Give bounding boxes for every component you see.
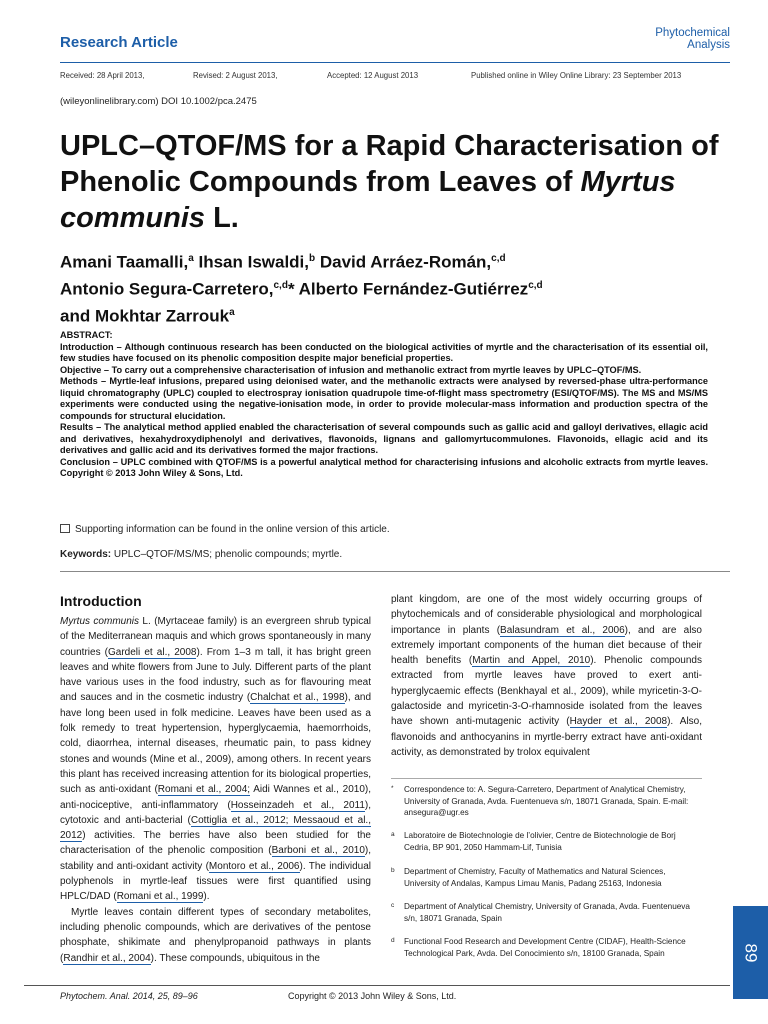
footnote-divider [391, 778, 702, 779]
citation-link[interactable]: Romani et al., 1999 [116, 891, 204, 903]
journal-name-line1: Phytochemical [655, 27, 730, 39]
text-run: Myrtle leaves contain different types of secondary metabolites, including phenolic compounds, which are derivatives of the pentose phosphate, shikimate and phenylpropanoid pathways in plants ( [60, 906, 371, 964]
text-run: ), cytotoxic and anti-bacterial ( [60, 799, 371, 826]
author-affiliation-mark: c,d [491, 253, 506, 264]
article-type-label: Research Article [60, 34, 178, 51]
footnote-mark: a [391, 831, 395, 838]
citation-link[interactable]: Randhir et al., 2004 [63, 952, 151, 964]
footer-divider [24, 985, 730, 986]
text-run: ), stability and anti-oxidant activity ( [60, 845, 371, 872]
introduction-heading: Introduction [60, 593, 142, 609]
text-run: ). The individual polyphenols in myrtle-leaf tissues were first quantified using HPLC/DAD ( [60, 860, 371, 903]
abstract [60, 330, 708, 480]
title-species: Myrtus communis [60, 166, 676, 234]
intro-paragraph-1 [60, 614, 371, 905]
monitor-icon [60, 524, 70, 533]
title-part2: L. [205, 202, 239, 234]
published-date: Published online in Wiley Online Library: 23 September 2013 [471, 71, 682, 80]
footnote-text: Correspondence to: A. Segura-Carretero, Department of Analytical Chemistry, University of Granada, Avda. Fuentenueva s/n, 18071 Granada, Spain. E-mail: ansegura@ugr.es [404, 785, 689, 817]
keywords-label: Keywords: [60, 549, 112, 560]
citation-link[interactable]: Chalchat et al., 1998 [250, 692, 345, 704]
author-affiliation-mark: a [229, 307, 235, 319]
footer-copyright: Copyright © 2013 John Wiley & Sons, Ltd. [288, 991, 457, 1001]
footnote-mark: c [391, 902, 395, 909]
footnote-text: Department of Analytical Chemistry, University of Granada, Avda. Fuentenueva s/n, 18071 Granada, Spain [404, 902, 690, 923]
author-name: Antonio Segura-Carretero, [60, 279, 274, 299]
keywords-line [60, 549, 342, 560]
title-part1: UPLC–QTOF/MS for a Rapid Characterisation of Phenolic Compounds from Leaves of [60, 130, 719, 198]
footer-journal-abbrev: Phytochem. Anal. 2014, 25, 89–96 [60, 991, 198, 1001]
footnote-text: Functional Food Research and Development Centre (CIDAF), Health-Science Technological Park, Avda. Del Conocimiento s/n, 18100 Granada, Spain [404, 937, 686, 958]
text-run: ). Phenolic compounds extracted from myrtle leaves have proved to exert anti-hyperglycaemic effects (Benkhayal et al., 2009), while myricetin-3-O-galactoside and myricetin-3-O-rhamnoside isolated from the leaves have shown anti-mutagenic activity ( [391, 655, 702, 728]
citation-link[interactable]: Gardeli et al., 2008 [108, 646, 197, 658]
footnote-affiliation-b [391, 866, 702, 889]
footer-citation [60, 991, 198, 1001]
author-name: Amani Taamalli, [60, 252, 189, 272]
accepted-date: Accepted: 12 August 2013 [327, 71, 419, 80]
citation-link[interactable]: Cottiglia et al., 2012; Messaoud et al., 2012 [60, 814, 371, 842]
citation-link[interactable]: Balasundram et al., 2006 [500, 624, 625, 636]
footnote-text: Department of Chemistry, Faculty of Mathematics and Natural Sciences, University of Andalas, Kampus Limau Manis, Padang 25163, Indonesia [404, 867, 666, 888]
author-list [60, 247, 720, 328]
footnote-correspondence [391, 784, 702, 819]
intro-paragraph-2 [60, 905, 371, 966]
author-name: * Alberto Fernández-Gutiérrez [287, 279, 529, 299]
right-column [391, 592, 702, 760]
abstract-conclusion: Conclusion – UPLC combined with QTOF/MS is a powerful analytical method for characterising infusions and alcoholic extracts from myrtle leaves. Copyright © 2013 John Wiley & Sons, Ltd. [60, 456, 708, 478]
journal-name-line2: Analysis [687, 39, 730, 51]
left-column [60, 614, 371, 966]
footnote-affiliation-d [391, 936, 702, 959]
received-date: Received: 28 April 2013, [60, 71, 145, 80]
keywords-divider [60, 571, 730, 572]
supporting-info-line[interactable] [60, 524, 390, 535]
citation-link[interactable]: Barboni et al., 2010 [271, 845, 365, 857]
abstract-objective: Objective – To carry out a comprehensive characterisation of infusion and methanolic extract from myrtle leaves by UPLC–QTOF/MS. [60, 364, 642, 375]
text-run: plant kingdom, are one of the most widely occurring groups of phytochemicals and of considerable physiological and morphological importance in plants ( [391, 594, 702, 636]
footnote-affiliation-a [391, 830, 702, 853]
text-run: Aidi Wannes et al., 2010), anti-nociceptive, anti-inflammatory ( [60, 784, 371, 811]
article-title [60, 128, 720, 236]
keywords-text: UPLC–QTOF/MS/MS; phenolic compounds; myrtle. [111, 549, 343, 560]
text-run: ). [203, 891, 210, 903]
text-run: ) activities. The berries have also been studied for the characterisation of the phenolic composition ( [60, 830, 371, 857]
italic-text: Myrtus communis [60, 616, 139, 627]
citation-link[interactable]: Martin and Appel, 2010 [472, 655, 591, 667]
author-name: Ihsan Iswaldi, [193, 252, 310, 272]
header-divider [60, 62, 730, 63]
intro-paragraph-continued [391, 592, 702, 760]
text-run: ). These compounds, ubiquitous in the [150, 952, 320, 964]
author-affiliation-mark: b [309, 253, 316, 264]
abstract-introduction: Introduction – Although continuous research has been conducted on the biological activities of myrtle and the characterisation of its essential oil, few studies have focused on its phenolic composition despite major beneficial properties. [60, 341, 708, 363]
author-affiliation-mark: c,d [273, 280, 288, 292]
author-name: and Mokhtar Zarrouk [60, 306, 230, 326]
footnote-mark: * [391, 785, 394, 792]
author-affiliation-mark: c,d [528, 280, 543, 292]
text-run: ), and have long been used in folk medicine. Leaves have been used as a folk remedy to treat hypertension, hyperglycaemia, haemorrhoids, cold, diaorrhea, internal diseases, rheumatic pain, to pass kidney stones and wounds (Mine et al., 2009), among others. In recent years this plant has received increasing attention for its biological properties, such as anti-oxidant ( [60, 692, 372, 796]
author-name: David Arráez-Román, [315, 252, 492, 272]
citation-link[interactable]: Romani et al., 2004; [157, 784, 251, 796]
abstract-heading: ABSTRACT: [60, 330, 113, 340]
abstract-methods: Methods – Myrtle-leaf infusions, prepared using deionised water, and the methanolic extracts were analysed by reversed-phase ultra-performance liquid chromatography (UPLC) coupled to electrospray ionisation quadrupole time-of-flight mass spectrometry (ESI/QTOF/MS). The MS and MS/MS experiments were conducted using the negative-ionisation mode, in order to provide molecular-mass information and production spectra of the compounds for structural elucidation. [60, 376, 708, 421]
supporting-info-text: Supporting information can be found in the online version of this article. [75, 524, 390, 535]
text-run: ). Also, flavonoids and anthocyanins in myrtle-berry extract have anti-oxidant activity, as demonstrated by trolox equivalent [391, 716, 703, 758]
revised-date: Revised: 2 August 2013, [193, 71, 278, 80]
footnote-mark: b [391, 867, 395, 874]
footnote-text: Laboratoire de Biotechnologie de l’olivier, Centre de Biotechnologie de Borj Cedria, BP 901, 2050 Hammam-Lif, Tunisia [404, 831, 676, 852]
page-number-text: 89 [741, 943, 761, 962]
citation-link[interactable]: Montoro et al., 2006 [208, 860, 300, 872]
page-number [733, 906, 768, 999]
doi-line[interactable]: (wileyonlinelibrary.com) DOI 10.1002/pca.2475 [60, 96, 257, 107]
citation-link[interactable]: Hosseinzadeh et al., 2011 [230, 799, 365, 811]
journal-logo [655, 27, 730, 51]
abstract-results: Results – The analytical method applied enabled the characterisation of several compounds such as gallic acid and galloyl derivatives, ellagic acid and derivatives, hexahydroxydiphenolyl and derivatives, flavonoids, lignans and gallomyrtucommulones. Flavonoids, ellagic acid and its derivatives and gallic acid and its derivatives formed the major fractions. [60, 422, 708, 455]
author-affiliation-mark: a [188, 253, 194, 264]
citation-link[interactable]: Hayder et al., 2008 [569, 716, 668, 728]
page-number-tab [733, 906, 768, 999]
text-run: ). From 1–3 m tall, it has bright green leaves and white flowers from June to July. Different parts of the plant have various uses in the food industry, such as for flavouring meat and sauces and in the cosmetic industry ( [60, 646, 372, 704]
footnote-mark: d [391, 937, 395, 944]
text-run: ), and are also extremely important components of the human diet because of their health benefits ( [391, 624, 702, 667]
text-run: L. (Myrtaceae family) is an evergreen shrub typical of the Mediterranean maquis and which grows spontaneously in many countries ( [60, 616, 371, 658]
footnote-affiliation-c [391, 901, 702, 924]
